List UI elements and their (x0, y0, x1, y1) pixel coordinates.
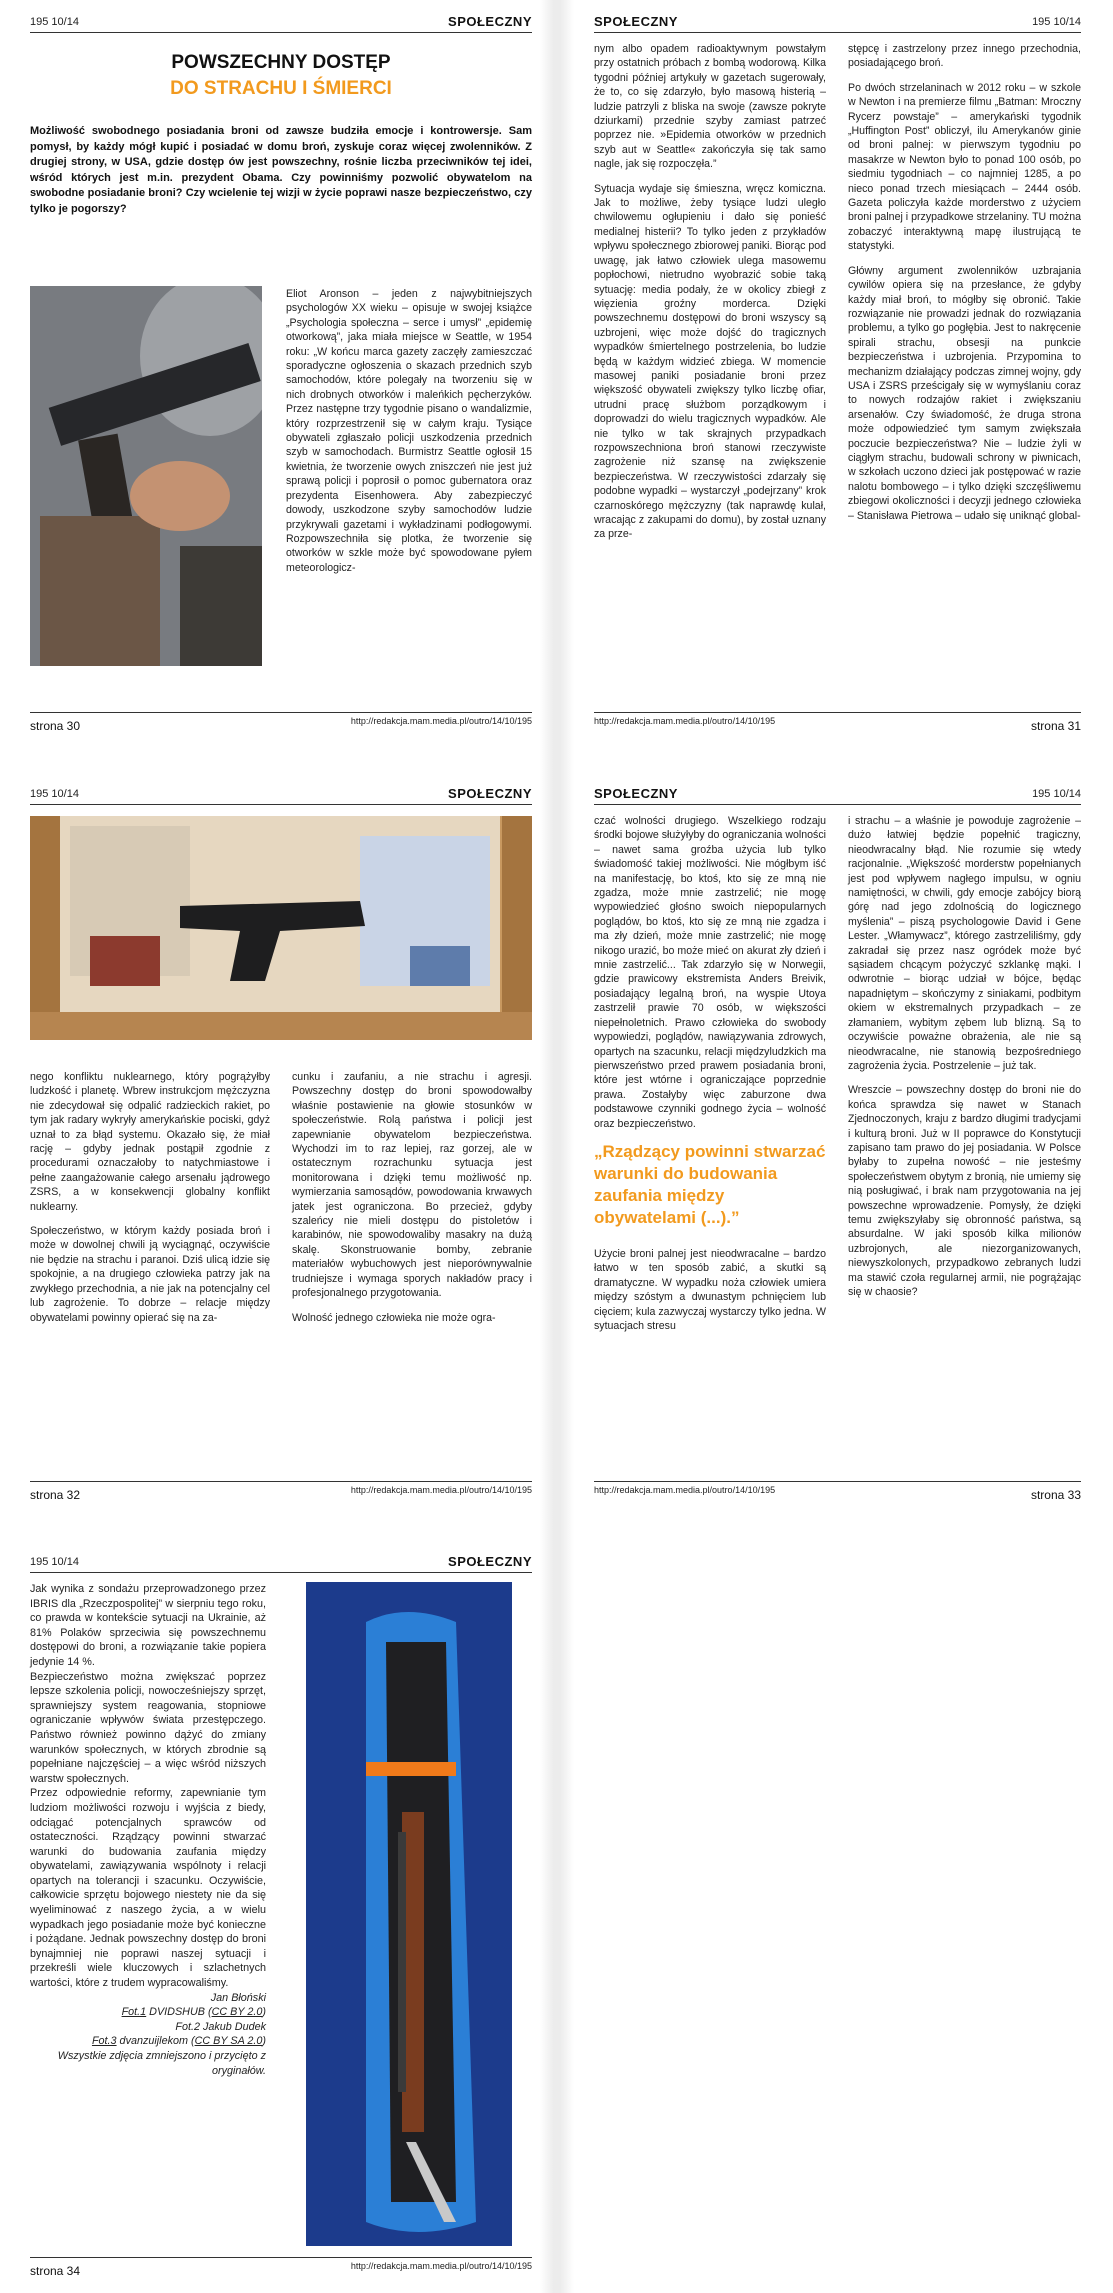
article-lead: Możliwość swobodnego posiadania broni od zawsze budziła emocje i kontrowersje. Sam pomysł, by każdy mógł kupić i posiadać w domu broń, zyskuje coraz więcej zwolenników. Z drugiej strony, w USA, gdzie dostęp ów jest powszechny, rośnie liczba przeciwników tej idei, wśród których jest m.in. prezydent Obama. Czy powinniśmy pozwolić obywatelom na swobodne posiadanie broni? Czy wcielenie tej wizji w życie poprawi nasze bezpieczeństwo, czy tylko je pogorszy? (30, 125, 532, 215)
page-footer (30, 1481, 532, 1504)
author-name: Jan Błoński (210, 1991, 266, 2004)
page-footer (30, 712, 532, 735)
column-text (286, 287, 532, 585)
column-1 (594, 814, 826, 1343)
article-title: POWSZECHNY DOSTĘP (171, 52, 391, 73)
credit-1-license-link[interactable]: CC BY 2.0 (211, 2006, 263, 2019)
credit-3-license-link[interactable]: CC BY SA 2.0 (194, 2035, 263, 2048)
page-header (30, 1552, 532, 1573)
credit-1-link[interactable]: Fot.1 (121, 2006, 147, 2019)
issue-number: 195 10/14 (30, 16, 79, 28)
paragraph: i strachu – a właśnie je powoduje zagrożenie – dużo łatwiej będzie popełnić tragiczny, nieodwracalny błąd. Nie rozumie się wtedy racjonalnie. „Większość morderstw popełnianych jest pod wpływem nagłego impulsu, w ogniu namiętności, w chwili, gdy emocje zabójcy biorą górę nad jego zdolnością do logicznego myślenia” – piszą psychologowie David i Gene Lester. „Włamywacz”, którego zastrzeliliśmy, gdy zakradał się przez nasz ogródek może być sąsiadem chcącym pożyczyć szklankę mąki. I odwrotnie – biorąc udział w bójce, będąc napadniętym – skończymy z siniakami, podbitym okiem w ekstremalnych przypadkach – ze złamaniem, wybitym zębem lub blizną. Są to oczywiście poważne obrażenia, ale nie są nieodwracalne, nie stanowią bezpośredniego zagrożenia życia. Postrzelenie – już tak. (848, 815, 1081, 1072)
credit-line-1: Fot.1 DVIDSHUB (CC BY 2.0) (121, 2006, 266, 2019)
footer-url[interactable]: http://redakcja.mam.media.pl/outro/14/10/195 (594, 716, 776, 726)
column-1 (30, 1070, 270, 1335)
paragraph: Eliot Aronson – jeden z najwybitniejszych psychologów XX wieku – opisuje w swojej książce „Psychologia społeczna – serce i umysł” „epidemię otworkową”, jaka miała miejsce w Seattle, w 1954 roku: „W końcu marca gazety zaczęły zamieszczać sporadyczne ogłoszenia o skazach przednich szyb samochodów, które polegały na tworzeniu się w nich drobnych otworków i maleńkich pęcherzyków. Przez następne trzy tygodnie pisano o wandalizmie, który rozprzestrzenił się w całym kraju. Tysiące obywateli zgłaszało policji uszkodzenia przednich szyb w samochodach. Burmistrz Seattle ogłosił 15 kwietnia, że tworzenie owych zniszczeń nie jest już sprawą policji i poprosił o pomoc gubernatora oraz prezydenta Eisenhowera. Aby zabezpieczyć dowody, uszkodzone szyby samochodów ludzie przykrywali gazetami i wykładzinami podłogowymi. Rozpowszechniła się plotka, że tworzenie się otworków w szkle może być spowodowane pyłem meteorologicz- (286, 288, 532, 574)
paragraph: cunku i zaufaniu, a nie strachu i agresji. Powszechny dostęp do broni spowodowałby właśnie postawienie na głowie stosunków w społeczeństwie. Rolą państwa i policji jest zapewnianie obywatelom bezpieczeństwa. Wychodzi im to raz lepiej, raz gorzej, ale w ostatecznym rozrachunku sytuacja jest monitorowana i dzięki temu możliwość np. wymierzania samosądów, powodowania krwawych jatek jest ograniczona. Bo przecież, gdyby szaleńcy nie mieli dostępu do pistoletów i karabinów, nie spowodowaliby masakry na dużą skalę. Skonstruowanie bomby, zebranie materiałów wybuchowych jest nieporównywalnie trudniejsze i wymaga sporych nakładów pracy i profesjonalnego przygotowania. (292, 1071, 532, 1300)
credit-note: Wszystkie zdjęcia zmniejszono i przycięto z oryginałów. (57, 2050, 266, 2077)
section-name: SPOŁECZNY (594, 14, 678, 29)
page-footer (30, 2257, 532, 2280)
column-2 (848, 42, 1081, 533)
credit-line-2: Fot.2 Jakub Dudek (175, 2020, 266, 2033)
photo-pistol-drawer (30, 816, 532, 1040)
paragraph: Główny argument zwolenników uzbrajania cywilów opiera się na przesłance, że gdyby każdy miał broń, to mógłby się obronić. Takie rozwiązanie nie prowadzi jednak do rozwiązania problemu, a tylko go pogłębia. Jest to nakręcenie spirali strachu, obsesji na punkcie bezpieczeństwa i uzbrojenia. Przypomina to mechanizm działający podczas zimnej wojny, gdy USA i ZSRS prześcigały się w wymyślaniu coraz to nowych rodzajów rakiet i zwiększaniu arsenałów. Czy świadomość, że druga strona może odpowiedzieć tym samym zwiększała poczucie bezpieczeństwa? Nie – ludzie żyli w ciągłym strachu, budowali schrony w piwnicach, w szkołach uczono dzieci jak postępować w razie nalotu bombowego – i tylko dzięki szczęśliwemu zbiegowi okoliczności i decyzji jednego człowieka – Stanisława Pietrowa – udało się uniknąć global- (848, 264, 1081, 522)
page-footer (594, 712, 1081, 735)
paragraph: Po dwóch strzelaninach w 2012 roku – w szkole w Newton i na premierze filmu „Batman: Mroczny Rycerz powstaje” – amerykański tygodnik „Huffington Post” obliczył, ilu Amerykanów ginie od broni palnej: w pierwszym tygodniu po masakrze w Newton było to ponad 100 osób, po siedmiu tygodniach – co najmniej 1285, a po nieco ponad trzech miesiącach – 2444 osób. Gazeta policzyła każde morderstwo z użyciem broni palnej i przypadkowe strzelaniny. TU można zobaczyć interaktywną mapę ilustrującą te statystyki. (848, 81, 1081, 253)
page-33 (594, 772, 1081, 1504)
photo-rifle-case (306, 1582, 512, 2246)
paragraph: Wolność jednego człowieka nie może ogra- (292, 1311, 496, 1324)
article-subtitle: DO STRACHU I ŚMIERCI (170, 78, 392, 99)
paragraph: Użycie broni palnej jest nieodwracalne – bardzo łatwo w ten sposób zabić, a skutki są dramatyczne. W wypadku noża człowiek umiera między szóstym a dwunastym pchnięciem lub cięciem; kula zazwyczaj wystarczy tylko jedna. W sytuacjach stresu (594, 1247, 826, 1332)
paragraph: Przez odpowiednie reformy, zapewnianie tym ludziom możliwości rozwoju i wyjścia z biedy, odciągać potencjalnych sprawców od ostateczności. Rządzący powinni stwarzać warunki do budowania zaufania między obywatelami, zawiązywania wspólnoty i relacji opartych na tolerancji i szacunku. Oczywiście, całkowicie sprzętu bojowego niestety nie da się wyeliminować z naszego życia, a w wielu wypadkach jego posiadanie może być konieczne i pożądane. Jednak powszechny dostęp do broni bynajmniej nie poprawi naszej sytuacji i przekreśli wiele kluczowych i szlachetnych wartości, które z trudem wypracowaliśmy. (30, 1787, 266, 1990)
column-2 (292, 1070, 532, 1335)
page-number: strona 32 (30, 1488, 81, 1502)
page-number: strona 31 (1030, 719, 1081, 733)
paragraph: stępcę i zastrzelony przez innego przechodnia, posiadającego broń. (848, 43, 1081, 70)
issue-number: 195 10/14 (30, 788, 79, 800)
page-32 (30, 772, 532, 1504)
page-header (30, 784, 532, 805)
footer-url[interactable]: http://redakcja.mam.media.pl/outro/14/10/195 (350, 716, 532, 726)
page-number: strona 34 (30, 2264, 81, 2278)
section-name: SPOŁECZNY (594, 786, 678, 801)
column-text (30, 1582, 266, 2078)
section-name: SPOŁECZNY (448, 786, 532, 801)
issue-number: 195 10/14 (1032, 16, 1081, 28)
footer-url[interactable]: http://redakcja.mam.media.pl/outro/14/10/195 (350, 2261, 532, 2271)
paragraph: Sytuacja wydaje się śmieszna, wręcz komiczna. Jak to możliwe, żeby tysiące ludzi uległo chwilowemu ogłupieniu i dało się ponieść medialnej histerii? To tylko jeden z przykładów wpływu społecznego zbiorowej paniki. Biorąc pod uwagę, jak łatwo człowiek ulega masowemu popłochowi, nietrudno wyobrazić sobie taką sytuację: media podały, że w okolicy zbiegł z więzienia groźny morderca. Dzięki powszechnemu dostępowi do broni wszyscy są uzbrojeni, więc może dojść do tragicznych wypadków śmiertelnego postrzelenia, bo ludzie będą w każdym widzieć zbiega. W momencie masowej paniki posiadanie broni przez większość obywateli zwiększy tylko liczbę ofiar, utrudni pracę służbom porządkowym i doprowadzi do wielu tragicznych wypadków. Ale nie tylko w tak skrajnych przypadkach rozpowszechniona broń stanowi rzeczywiste zagrożenie niż szansę na zwiększenie bezpieczeństwa. W rzeczywistości zdarzały się podobne wypadki – wystarczył „podejrzany” krok czarnoskórego mężczyzny (tak naprawdę kulał, wracając z zakupami do domu), by został uznany za prze- (594, 182, 827, 541)
section-name: SPOŁECZNY (448, 1554, 532, 1569)
paragraph: Bezpieczeństwo można zwiększać poprzez lepsze szkolenia policji, nowocześniejszy sprzęt, sprawniejszy system reagowania, stopniowe ograniczanie wpływów świata przestępczego. Państwo również powinno dążyć do zmiany warunków społecznych, w których zbrodnie są popełniane najczęściej – a więc wśród niższych warstw społecznych. (30, 1670, 266, 1785)
page-header (594, 12, 1081, 33)
photo-soldier-rifle (30, 286, 262, 666)
page-31 (594, 0, 1081, 735)
photo-credits (30, 1991, 266, 2079)
paragraph: Wreszcie – powszechny dostęp do broni nie do końca sprawdza się nawet w Stanach Zjednoczonych, kraju z bardzo długimi tradycjami i kulturą broni. Już w II poprawce do Konstytucji zapisano tam prawo do jej posiadania. W Polsce byłaby to zupełna nowość – nie jesteśmy społeczeństwem obytym z bronią, nie umiemy się nią posługiwać, i brak nam przygotowania na jej powszechne wprowadzenie. Pomysły, że dzięki temu zwiększyłaby się obronność państwa, są absurdalne. W jaki sposób kilka milionów uzbrojonych, ale niezorganizowanych, niewyszkolonych, przypadkowo zebranych ludzi ma stawić czoła regularnej armii, nie pogrążając się w chaosie? (848, 1084, 1081, 1298)
footer-url[interactable]: http://redakcja.mam.media.pl/outro/14/10/195 (350, 1485, 532, 1495)
paragraph: Społeczeństwo, w którym każdy posiada broń i może w dowolnej chwili ją wyciągnąć, oczywiście nie będzie na strachu i paranoi. Dziś ulicą idzie się spokojnie, a na drugiego człowieka patrzy jak na zwykłego przechodnia, a nie jak na potencjalny cel lub zagrożenie. To dobrze – relacje między obywatelami powinny opierać się na za- (30, 1225, 270, 1324)
column-1 (594, 42, 826, 552)
page-header (594, 784, 1081, 805)
section-name: SPOŁECZNY (448, 14, 532, 29)
page-header (30, 12, 532, 33)
paragraph: Jak wynika z sondażu przeprowadzonego przez IBRIS dla „Rzeczpospolitej” w sierpniu tego roku, co prawda w kontekście sytuacji na Ukrainie, aż 81% Polaków sprzeciwia się powszechnemu dostępowi do broni, a rozwiązanie takie popiera jedynie 14 %. (30, 1583, 266, 1668)
footer-url[interactable]: http://redakcja.mam.media.pl/outro/14/10/195 (594, 1485, 776, 1495)
page-footer (594, 1481, 1081, 1504)
page-number: strona 33 (1030, 1488, 1081, 1502)
paragraph: nego konfliktu nuklearnego, który pogrążyłby ludzkość i planetę. Wbrew instrukcjom mężczyzna nie zdecydował się odpalić radzieckich rakiet, po tym jak radary wykryły amerykańskie pociski, gdyż uznał to za błąd systemu. Okazało się, że miał rację – gdyby jednak postąpił zgodnie z procedurami oznaczałoby to natychmiastowe i pełne zaangażowanie całego arsenału jądrowego ZSRS, a w konsekwencji globalny konflikt nuklearny. (30, 1071, 270, 1213)
issue-number: 195 10/14 (30, 1556, 79, 1568)
issue-number: 195 10/14 (1032, 788, 1081, 800)
credit-line-3: Fot.3 dvanzuijlekom (CC BY SA 2.0) (91, 2035, 266, 2048)
column-2 (848, 814, 1081, 1309)
page-gutter (540, 0, 574, 2293)
credit-3-link[interactable]: Fot.3 (91, 2035, 117, 2048)
pull-quote: „Rządzący powinni stwarzać warunki do budowania zaufania między obywatelami (...).” (594, 1141, 826, 1227)
paragraph: czać wolności drugiego. Wszelkiego rodzaju środki bojowe służyłyby do ograniczania wolności – nawet sama groźba użycia lub tylko świadomość takiej możliwości. Nie mógłbym iść na manifestację, bo ktoś, kto się ze mną nie zgadza, może mnie zastrzelić; nie mogę wypowiedzieć głośno swoich niepopularnych poglądów, bo ktoś, kto się ze mną nie zgadza i ma zły dzień, może mnie zastrzelić; nie mogę nikogo urazić, bo może mieć on akurat zły dzień i mnie zastrzelić... Tak zdarzyło się w Norwegii, gdzie prawicowy ekstremista Anders Breivik, posiadający legalną broń, na wyspie Utoya zastrzelił prawie 70 osób, w większości niepełnoletnich. Prawo człowieka do swobody wypowiedzi, poglądów, nawiązywania zdrowych, opartych na szacunku, relacji międzyludzkich ma pierwszeństwo przed prawem posiadania broni, które jest wtórne i ograniczające poprzednie prawa. Zostałyby więc zaburzone dwa podstawowe czynniki godnego życia – wolność oraz bezpieczeństwo. (594, 815, 827, 1130)
page-30 (30, 0, 532, 735)
page-number: strona 30 (30, 719, 81, 733)
page-34 (30, 1540, 532, 2280)
paragraph: nym albo opadem radioaktywnym powstałym przy ostatnich próbach z bombą wodorową. Kilka tygodni później artykuły w gazetach sugerowały, że to, co się zdarzyło, było masową histerią – ludzie patrzyli z bliska na swoje (zawsze pokryte dziurkami) przednie szyby zamiast patrzeć poprzez nie. »Epidemia otworków w przednich szyb aut w Seattle« zakończyła się tak samo nagle, jak się rozpoczęła.” (594, 43, 826, 171)
